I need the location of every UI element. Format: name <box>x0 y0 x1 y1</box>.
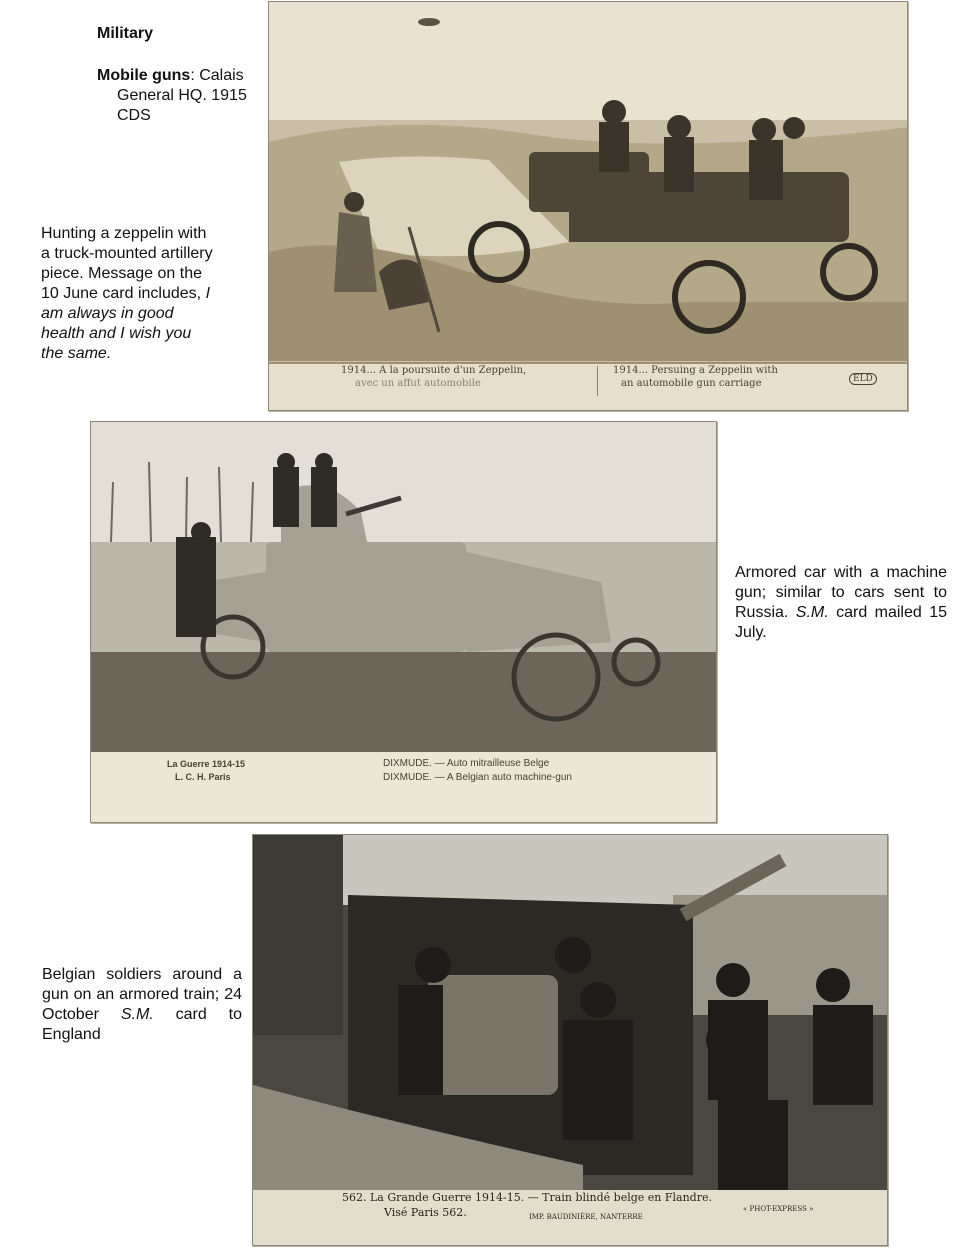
caption-english: 1914... Persuing a Zeppelin with <box>613 365 778 376</box>
caption-visa: Visé Paris 562. <box>384 1206 467 1219</box>
sm-abbrev: S.M. <box>795 604 829 621</box>
page-heading: Military <box>97 25 154 42</box>
zeppelin-quote-line: the same. <box>41 345 112 362</box>
intro-label: Mobile guns <box>97 67 191 84</box>
postcard-armored-car <box>90 421 717 823</box>
caption-french-line-2: avec un affut automobile <box>355 378 481 389</box>
zeppelin-quote-line: health and I wish you <box>41 325 192 342</box>
caption-title: 562. La Grande Guerre 1914-15. — Train blindé belge en Flandre. <box>342 1191 712 1204</box>
intro-note <box>97 66 277 126</box>
postcard-zeppelin-chase <box>268 1 908 411</box>
zeppelin-note-line: a truck-mounted artillery <box>41 245 213 262</box>
intro-line-3: CDS <box>117 107 151 124</box>
zeppelin-quote-line: am always in good <box>41 305 174 322</box>
caption-photo-credit: « PHOT-EXPRESS » <box>743 1205 814 1213</box>
caption-divider <box>597 366 598 396</box>
gun-breech <box>428 975 558 1095</box>
zeppelin-note-line: Hunting a zeppelin with <box>41 225 207 242</box>
armored-car-note: Armored car with a machine gun; similar to cars sent to Russia. S.M. card mailed 15 July. <box>735 564 948 641</box>
caption-english-line-2: an automobile gun carriage <box>621 378 762 389</box>
intro-rest: : Calais <box>190 67 244 84</box>
postcard-zeppelin-caption <box>269 361 907 410</box>
publisher-logo: ELD <box>849 373 877 385</box>
caption-printer: IMP. BAUDINIÈRE, NANTERRE <box>529 1213 643 1221</box>
caption-french: DIXMUDE. — Auto mitrailleuse Belge <box>383 758 550 769</box>
zeppelin-note-line: piece. Message on the <box>41 265 202 282</box>
zeppelin-note <box>41 224 231 364</box>
caption-series: La Guerre 1914-15 <box>167 759 246 769</box>
caption-english: DIXMUDE. — A Belgian auto machine-gun <box>383 772 572 783</box>
train-note: Belgian soldiers around a gun on an armored train; 24 October S.M. card to England <box>42 966 243 1043</box>
postcard-zeppelin-illustration <box>269 2 908 364</box>
postcard-armored-train <box>252 834 888 1246</box>
caption-publisher: L. C. H. Paris <box>175 772 231 782</box>
postcard-armored-car-caption <box>91 750 716 822</box>
zeppelin-icon <box>418 18 440 26</box>
postcard-armored-car-photo <box>91 422 717 752</box>
caption-french: 1914... A la poursuite d'un Zeppelin, <box>341 365 527 376</box>
zeppelin-note-line: 10 June card includes, I <box>41 285 211 302</box>
postcard-armored-train-caption <box>253 1188 887 1245</box>
sm-abbrev: S.M. <box>120 1006 154 1023</box>
zeppelin-quote-head: I <box>205 285 211 302</box>
boy-figure <box>344 192 364 212</box>
intro-line-2: General HQ. 1915 <box>117 87 247 104</box>
postcard-armored-train-photo <box>253 835 888 1190</box>
